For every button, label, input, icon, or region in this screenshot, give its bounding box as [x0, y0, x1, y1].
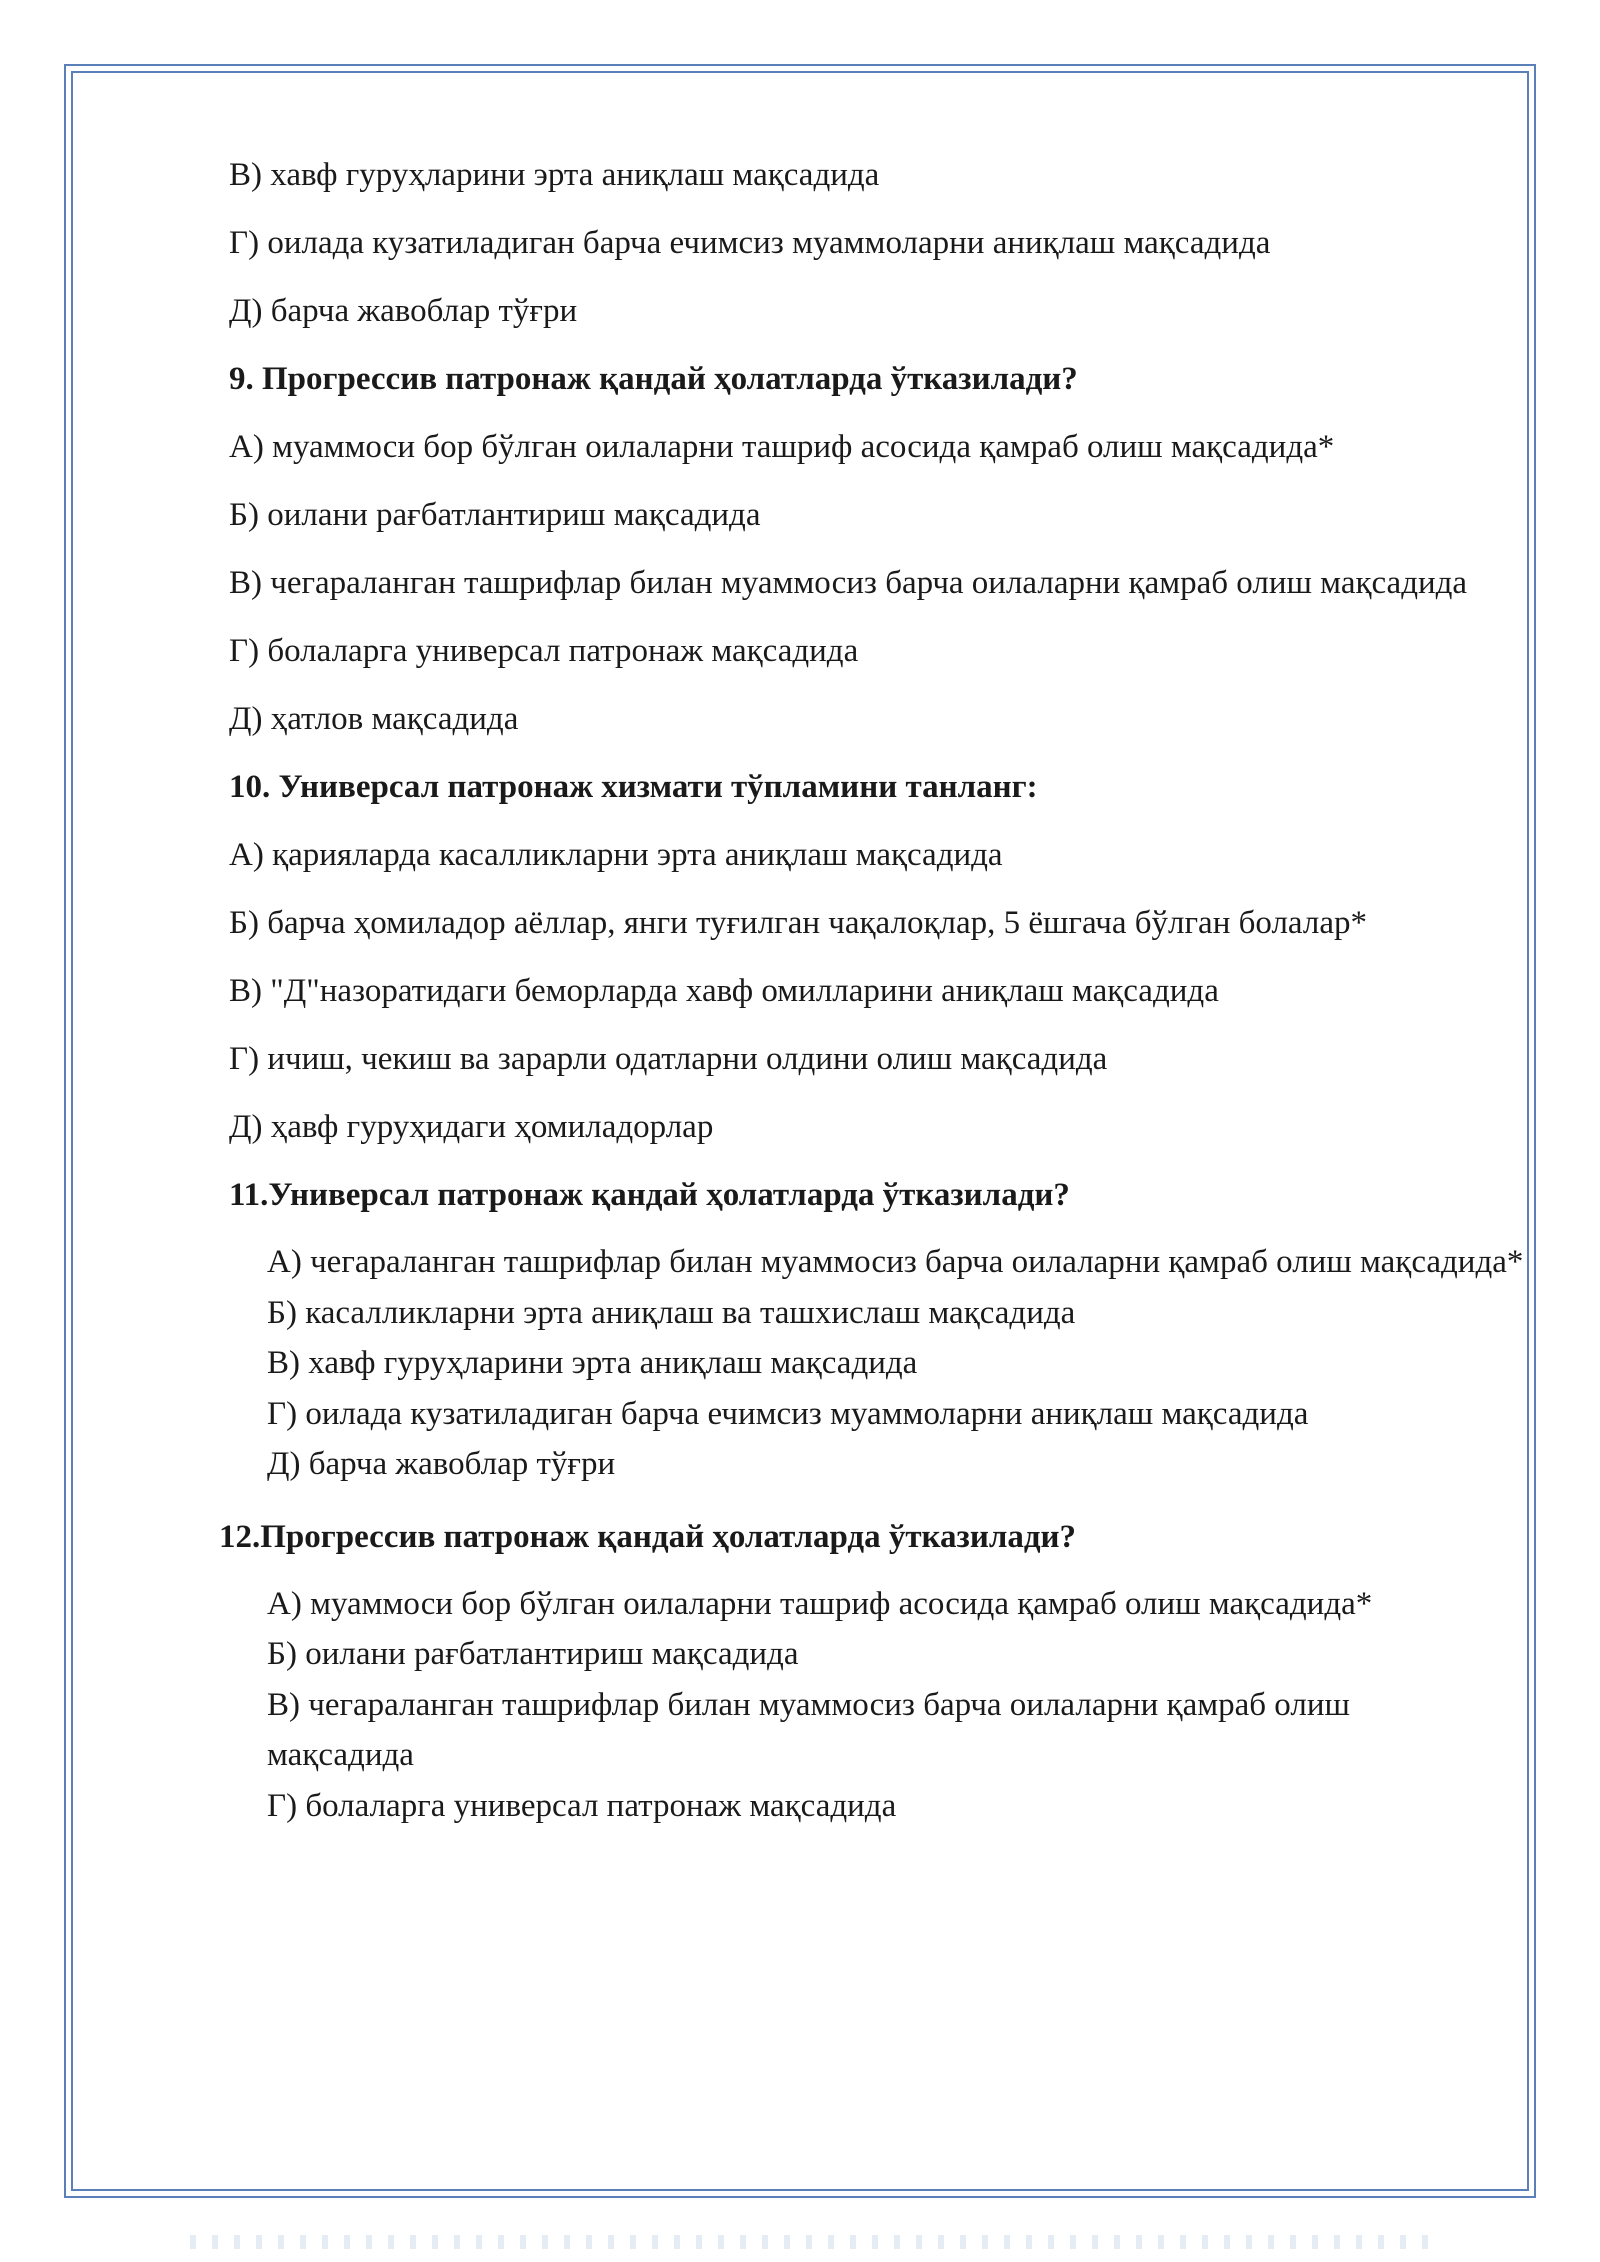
answer-option: Г) оилада кузатиладиган барча ечимсиз муаммоларни аниқлаш мақсадида	[267, 1395, 1309, 1432]
answer-option: В) хавф гуруҳларини эрта аниқлаш мақсадида	[229, 157, 880, 193]
answer-option: Г) болаларга универсал патронаж мақсадида	[229, 633, 859, 669]
footer-artifact	[190, 2235, 1440, 2249]
question-10-title: 10. Универсал патронаж хизмати тўпламини танланг:	[229, 769, 1038, 805]
answer-option: В) чегараланган ташрифлар билан муаммосиз барча оилаларни қамраб олиш мақсадида	[229, 565, 1468, 601]
answer-option: А) муаммоси бор бўлган оилаларни ташриф асосида қамраб олиш мақсадида*	[267, 1585, 1373, 1622]
answer-option: Б) барча ҳомиладор аёллар, янги туғилган чақалоқлар, 5 ёшгача бўлган болалар*	[229, 905, 1367, 941]
answer-option: А) муаммоси бор бўлган оилаларни ташриф асосида қамраб олиш мақсадида*	[229, 429, 1335, 465]
answer-option: В) "Д"назоратидаги беморларда хавф омилларини аниқлаш мақсадида	[229, 973, 1219, 1009]
answer-option: А) қарияларда касалликларни эрта аниқлаш мақсадида	[229, 837, 1003, 873]
answer-option: Г) болаларга универсал патронаж мақсадида	[267, 1787, 897, 1824]
answer-option: Д) барча жавоблар тўғри	[267, 1446, 616, 1482]
question-11-title: 11.Универсал патронаж қандай ҳолатларда ўтказилади?	[229, 1177, 1070, 1213]
answer-option: Д) ҳатлов мақсадида	[229, 701, 519, 737]
answer-option: Д) барча жавоблар тўғри	[229, 293, 578, 329]
answer-option: В) чегараланган ташрифлар билан муаммосиз барча оилаларни қамраб олиш мақсадида	[267, 1686, 1350, 1773]
question-12-title: 12.Прогрессив патронаж қандай ҳолатларда ўтказилади?	[219, 1518, 1077, 1555]
answer-option: Б) оилани рағбатлантириш мақсадида	[229, 497, 761, 533]
question-11-options	[229, 1237, 1524, 1490]
answer-option: В) хавф гуруҳларини эрта аниқлаш мақсадида	[267, 1345, 918, 1381]
question-12-options	[229, 1579, 1519, 1832]
document-body	[219, 152, 1524, 1831]
question-9-title: 9. Прогрессив патронаж қандай ҳолатларда ўтказилади?	[229, 361, 1078, 397]
answer-option: Г) оилада кузатиладиган барча ечимсиз муаммоларни аниқлаш мақсадида	[229, 225, 1271, 261]
answer-option: А) чегараланган ташрифлар билан муаммосиз барча оилаларни қамраб олиш мақсадида*	[267, 1244, 1524, 1280]
answer-option: Г) ичиш, чекиш ва зарарли одатларни олдини олиш мақсадида	[229, 1041, 1108, 1077]
answer-option: Б) касалликларни эрта аниқлаш ва ташхислаш мақсадида	[267, 1294, 1076, 1331]
answer-option: Б) оилани рағбатлантириш мақсадида	[267, 1636, 799, 1672]
answer-option: Д) ҳавф гуруҳидаги ҳомиладорлар	[229, 1109, 714, 1145]
